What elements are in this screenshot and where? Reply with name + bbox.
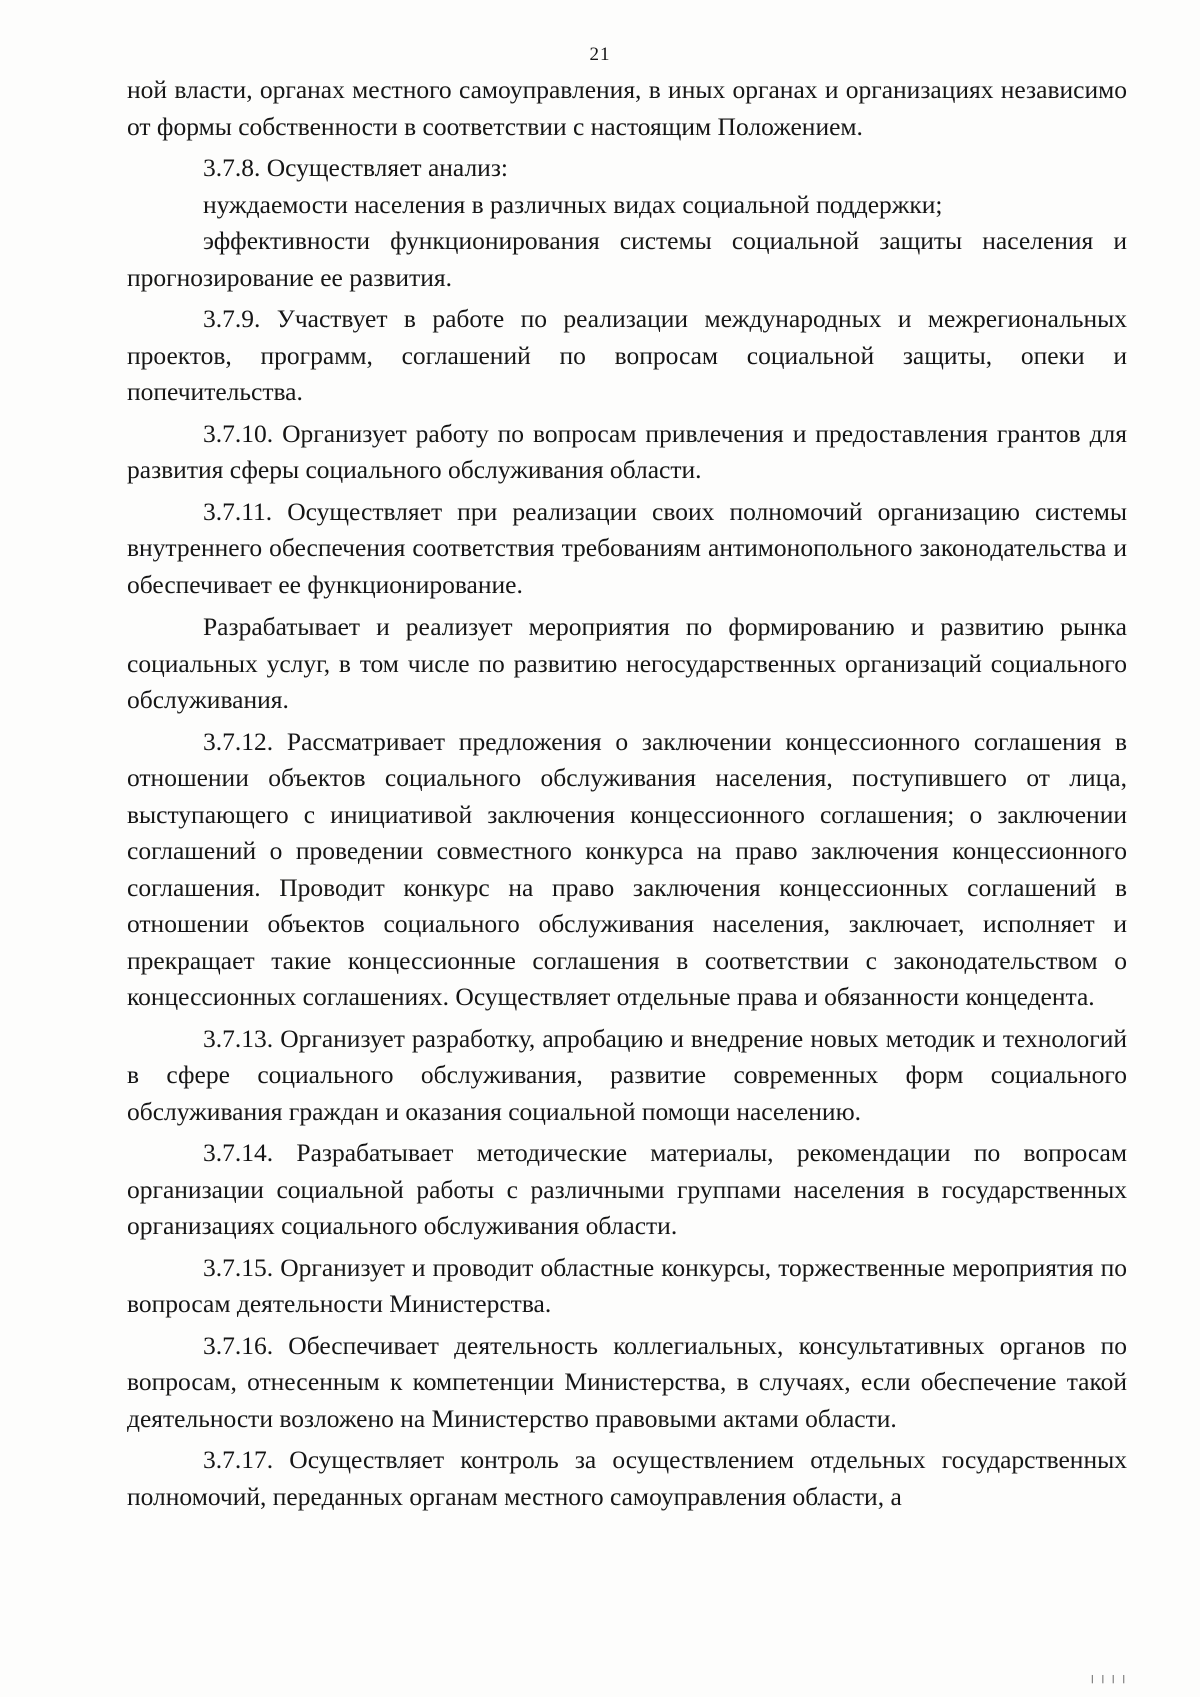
paragraph-3-7-10: 3.7.10. Организует работу по вопросам привлечения и предоставления грантов для развития сферы социального обслуживания области.: [127, 418, 1127, 484]
paragraph-3-7-8: 3.7.8. Осуществляет анализ:: [203, 153, 508, 182]
page-number: 21: [589, 44, 611, 65]
paragraph-3-7-8-item-1: нуждаемости населения в различных видах социальной поддержки;: [203, 189, 943, 219]
paragraph-3-7-8-item-2: эффективности функционирования системы социальной защиты населения и прогнозирование ее развития.: [127, 226, 1127, 292]
paragraph-3-7-9: 3.7.9. Участвует в работе по реализации международных и межрегиональных проектов, программ, соглашений по вопросам социальной защиты, опеки и попечительства.: [127, 304, 1127, 406]
scan-artifact: ╵╵╵╵: [1088, 1677, 1130, 1692]
paragraph-3-7-16: 3.7.16. Обеспечивает деятельность коллегиальных, консультативных органов по вопросам, отнесенным к компетенции Министерства, в случаях, если обеспечение такой деятельности возложено на Министерство правовыми актами области.: [127, 1330, 1127, 1433]
paragraph-3-7-14: 3.7.14. Разрабатывает методические материалы, рекомендации по вопросам организации социальной работы с различными группами населения в государственных организациях социального обслуживания области.: [127, 1138, 1127, 1240]
paragraph-3-7-12: 3.7.12. Рассматривает предложения о заключении концессионного соглашения в отношении объектов социального обслуживания населения, поступившего от лица, выступающего с инициативой заключения концессионного соглашения; о заключении соглашений о проведении совместного конкурса на право заключения концессионного соглашения. Проводит конкурс на право заключения концессионных соглашений в отношении объектов социального обслуживания населения, заключает, исполняет и прекращает такие концессионные соглашения в соответствии с законодательством о концессионных соглашениях. Осуществляет отдельные права и обязанности концедента.: [127, 726, 1127, 1011]
paragraph-3-7-11-continued: Разрабатывает и реализует мероприятия по формированию и развитию рынка социальных услуг, в том числе по развитию негосударственных организаций социального обслуживания.: [127, 612, 1127, 714]
paragraph-3-7-11: 3.7.11. Осуществляет при реализации своих полномочий организацию системы внутреннего обеспечения соответствия требованиям антимонопольного законодательства и обеспечивает ее функционирование.: [127, 496, 1127, 599]
paragraph-3-7-17: 3.7.17. Осуществляет контроль за осуществлением отдельных государственных полномочий, переданных органам местного самоуправления области, а: [127, 1445, 1127, 1511]
document-body: [127, 72, 1127, 1515]
paragraph-3-7-15: 3.7.15. Организует и проводит областные конкурсы, торжественные мероприятия по вопросам деятельности Министерства.: [127, 1252, 1127, 1318]
paragraph-continuation: ной власти, органах местного самоуправления, в иных органах и организациях независимо от формы собственности в соответствии с настоящим Положением.: [127, 75, 1127, 141]
paragraph-3-7-13: 3.7.13. Организует разработку, апробацию и внедрение новых методик и технологий в сфере социального обслуживания, развитие современных форм социального обслуживания граждан и оказания социальной помощи населению.: [127, 1023, 1127, 1126]
